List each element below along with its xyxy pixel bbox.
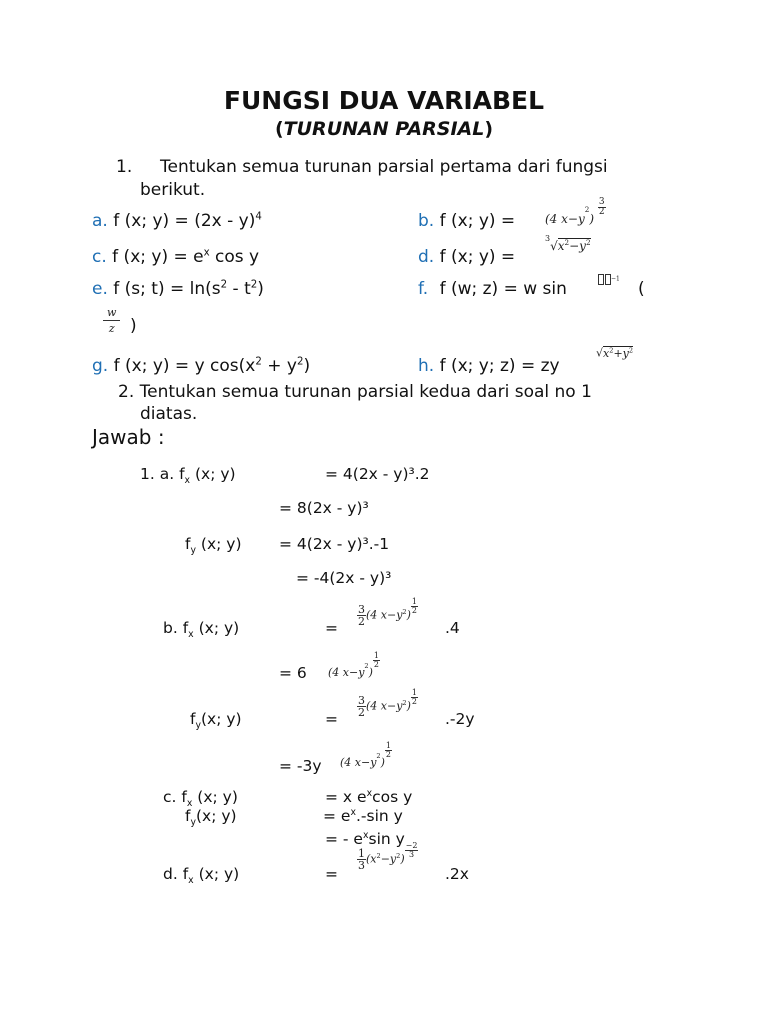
answer-d-fx-tail: .2x (445, 865, 469, 883)
item-f-paren-close: ) (130, 316, 137, 336)
item-h-sqrt: $√x^2+y^2$ (596, 346, 634, 360)
item-f-fraction: $\frac{w}{z}$ (103, 307, 120, 334)
item-e: e. f (s; $t) = \ln(s^2 - t^2)$ (92, 279, 264, 299)
answer-c-fy-eq2: = - $e^x\sin$ y (325, 830, 405, 849)
item-g-text-1: f (x; y) = y cos(x (113, 356, 256, 376)
answer-b-fx-tail: .4 (445, 619, 460, 637)
item-c-letter: c. (92, 247, 107, 267)
subtitle-open: ( (274, 118, 284, 140)
answer-b-fx-formula: $\frac{3}{2}$ (4 $x-y^2$) $\frac{1}{2}$ (358, 597, 418, 628)
question-1-line1: Tentukan semua turunan parsial pertama dari fungsi (160, 157, 608, 177)
item-g: g. f (x; y) = y $\cos(x^2 + y^2)$ (92, 356, 311, 376)
answer-a-fx-eq1: = 4(2x - y)³.2 (325, 465, 430, 483)
question-1-number: 1. (116, 157, 133, 177)
item-d-text: f (x; y) = (439, 247, 516, 267)
item-d (418, 247, 515, 267)
item-a-exp: 4 (255, 211, 262, 223)
answer-d-fx-eq: = (325, 865, 338, 883)
answer-a-fy-eq1: = 4(2x - y)³.-1 (279, 535, 390, 553)
item-f-inverse-glyph: −1 (598, 274, 620, 288)
answer-b-fy-formula: $\frac{3}{2}$ (4 $x-y^2$) $\frac{1}{2}$ (358, 688, 418, 719)
question-2-line2: diatas. (140, 404, 198, 424)
item-h-text: f (x; y; z) = zy (439, 356, 560, 376)
answer-a-fx-eq2: = 8(2x - y)³ (279, 499, 369, 517)
item-d-formula: $^3√x^2-y^2$ (545, 234, 591, 253)
item-f-text: f (w; z) = w sin (439, 279, 567, 299)
item-f (418, 279, 567, 299)
item-a (92, 211, 262, 231)
answer-b-fy-eq: = (325, 710, 338, 728)
answer-b-fx-eq2: = 6 (279, 664, 307, 682)
item-e-text-1: f (s; t) = ln(s (113, 279, 221, 299)
answer-b-fy-eq2: = -3y (279, 757, 322, 775)
item-h (418, 356, 560, 376)
item-c-text: f (x; y) = e (112, 247, 204, 267)
answer-c-fx-eq: = x $e^x\cos$ y (325, 788, 413, 807)
item-d-letter: d. (418, 247, 435, 267)
item-c-tail: cos y (209, 247, 260, 267)
answer-a-fx-label: 1. a. $f_x$ (x; y) (140, 465, 236, 487)
answer-b-fx-formula2: (4 $x-y^2$) $\frac{1}{2}$ (328, 651, 380, 679)
answer-b-fy-label: $f_y(x$; y) (190, 710, 242, 732)
question-2-line1: 2. Tentukan semua turunan parsial kedua dari soal no 1 (118, 382, 592, 402)
subtitle-close: ) (484, 118, 494, 140)
item-a-text: f (x; y) = (2x - y) (113, 211, 256, 231)
answer-b-fy-tail: .-2y (445, 710, 475, 728)
item-c-exp: x (203, 247, 210, 259)
answer-c-fx-label: c. $f_x$ (x; y) (163, 788, 238, 810)
answer-b-fx-eq: = (325, 619, 338, 637)
item-b-formula: (4 $x-y^2$) $\frac{3}{2}$ (545, 197, 605, 226)
question-1-line2: berikut. (140, 180, 206, 200)
answer-c-fy-label: $f_y(x$; y) (185, 807, 237, 829)
page-title: FUNGSI DUA VARIABEL (223, 86, 545, 115)
answer-d-fx-formula: $\frac{1}{3}$ $(x^2-y^2)$ $\frac{-2}{3}$ (358, 841, 418, 872)
item-f-paren-open: ( (638, 279, 645, 299)
answer-heading: Jawab : (92, 425, 165, 449)
item-c (92, 247, 259, 267)
item-b-text: f (x; y) = (439, 211, 516, 231)
item-b-letter: b. (418, 211, 435, 231)
answer-b-fy-formula2: (4 $x-y^2$) $\frac{1}{2}$ (340, 741, 392, 769)
item-h-letter: h. (418, 356, 435, 376)
item-e-letter: e. (92, 279, 108, 299)
item-b (418, 211, 515, 231)
answer-d-fx-label: d. $f_x$ (x; y) (163, 865, 240, 887)
item-g-letter: g. (92, 356, 109, 376)
item-a-letter: a. (92, 211, 108, 231)
page-subtitle (0, 118, 768, 140)
subtitle-text: TURUNAN PARSIAL (283, 118, 485, 140)
answer-b-fx-label: b. $f_x$ (x; y) (163, 619, 240, 641)
answer-a-fy-eq2: = -4(2x - y)³ (296, 569, 392, 587)
answer-a-fy-label: $f_y$ (x; y) (185, 535, 242, 557)
item-f-letter: f. (418, 279, 429, 299)
answer-c-fy-eq: = $e^x.-\sin$ y (323, 807, 403, 826)
